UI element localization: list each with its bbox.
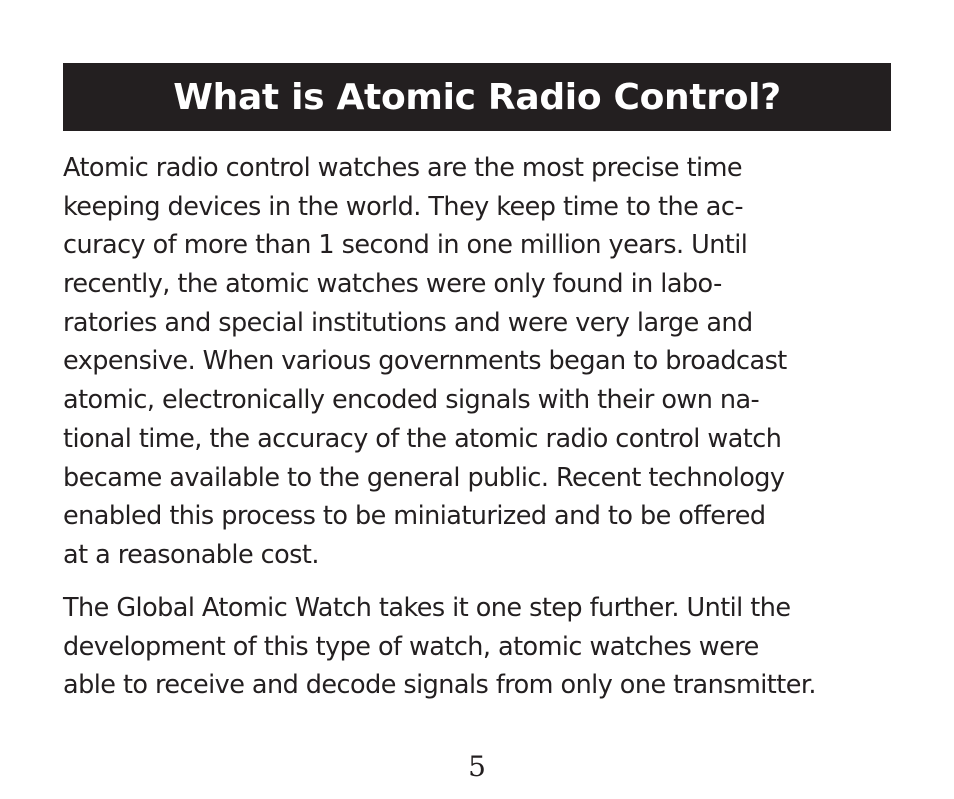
paragraph-2-line: development of this type of watch, atomic watches were (63, 631, 759, 662)
page-number: 5 (468, 750, 486, 783)
paragraph-1 (63, 149, 903, 575)
page-heading: What is Atomic Radio Control? (173, 76, 781, 118)
paragraph-2-line: The Global Atomic Watch takes it one step further. Until the (63, 593, 791, 623)
paragraph-1-line: recently, the atomic watches were only found in labo- (63, 269, 722, 300)
paragraph-1-line: at a reasonable cost. (63, 539, 319, 570)
paragraph-1-line: expensive. When various governments began to broadcast (63, 346, 787, 377)
heading-bar (63, 63, 891, 131)
paragraph-1-line: ratories and special institutions and were very large and (63, 307, 753, 338)
paragraph-1-line: atomic, electronically encoded signals with their own na- (63, 385, 760, 416)
paragraph-1-line: Atomic radio control watches are the most precise time (63, 153, 742, 183)
paragraph-1-line: keeping devices in the world. They keep time to the ac- (63, 191, 743, 222)
paragraph-1-line: tional time, the accuracy of the atomic radio control watch (63, 423, 782, 454)
paragraph-1-line: curacy of more than 1 second in one million years. Until (63, 230, 748, 261)
paragraph-2 (63, 589, 903, 705)
paragraph-2-line: able to receive and decode signals from only one transmitter. (63, 670, 816, 701)
paragraph-1-line: enabled this process to be miniaturized and to be offered (63, 501, 766, 532)
paragraph-1-line: became available to the general public. Recent technology (63, 462, 785, 493)
